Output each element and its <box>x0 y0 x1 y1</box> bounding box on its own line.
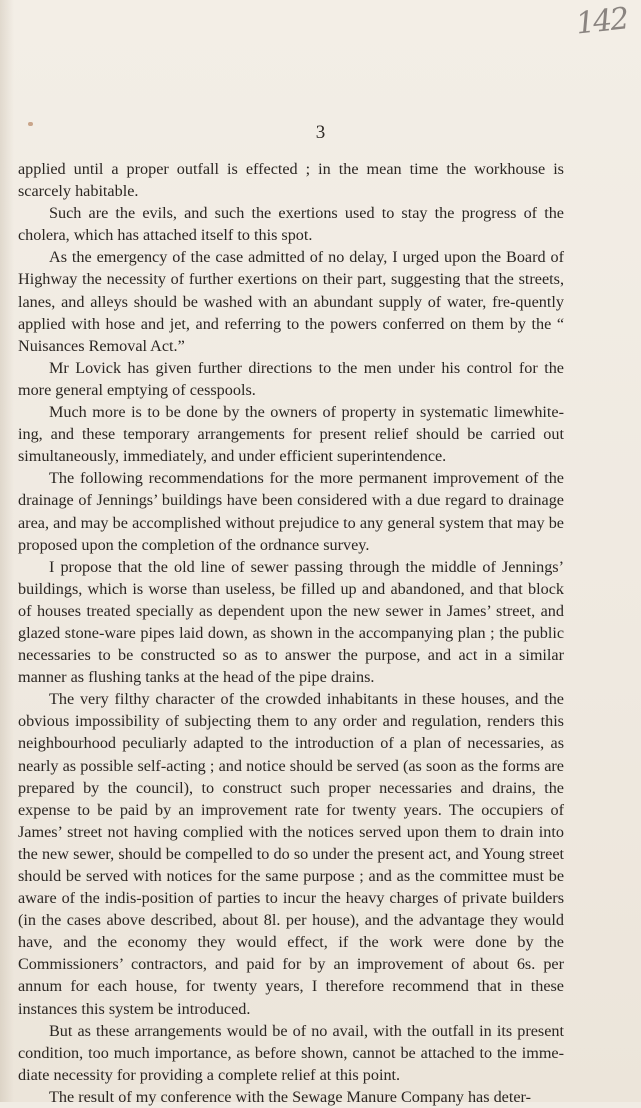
paragraph: Much more is to be done by the owners of property in systematic limewhite-ing, and these temporary arrangements for present relief should be carried out simultaneously, immediately, and under efficient superintendence. <box>18 403 564 466</box>
body-text <box>18 158 564 1108</box>
paragraph: applied until a proper outfall is effected ; in the mean time the workhouse is scarcely habitable. <box>18 160 564 201</box>
paragraph: The following recommendations for the more permanent improvement of the drainage of Jennings’ buildings have been considered with a due regard to drainage area, and may be accomplished without prejudice to any general system that may be proposed upon the completion of the ordnance survey. <box>18 469 564 554</box>
paragraph: Mr Lovick has given further directions to the men under his control for the more general emptying of cesspools. <box>18 358 564 399</box>
paragraph: Such are the evils, and such the exertions used to stay the progress of the cholera, which has attached itself to this spot. <box>18 204 564 245</box>
paragraph: I propose that the old line of sewer passing through the middle of Jennings’ buildings, which is worse than useless, be filled up and abandoned, and that block of houses treated specially as dependent upon the new sewer in James’ street, and glazed stone-ware pipes laid down, as shown in the accompanying plan ; the public necessaries to be constructed so as to answer the purpose, and act in a similar manner as flushing tanks at the head of the pipe drains. <box>18 557 564 687</box>
paragraph: The very filthy character of the crowded inhabitants in these houses, and the obvious impossibility of subjecting them to any order and regulation, renders this neighbourhood peculiarly adapted to the introduction of a plan of necessaries, as nearly as possible self-acting ; and notice should be served (as soon as the forms are prepared by the council), to construct such proper necessaries and drains, the expense to be paid by an improvement rate for twenty years. The occupiers of James’ street not having complied with the notices served upon them to drain into the new sewer, should be compelled to do so under the present act, and Young street should be served with notices for the same purpose ; and as the committee must be aware of the indis-position of parties to incur the heavy charges of private builders (in the cases above described, about 8l. per house), and the advantage they would have, and the economy they would effect, if the work were done by the Commissioners’ contractors, and paid for by an improvement of about 6s. per annum for each house, for twenty years, I therefore recommend that in these instances this system be introduced. <box>18 690 564 1018</box>
paragraph: But as these arrangements would be of no avail, with the outfall in its present condition, too much importance, as before shown, cannot be attached to the imme-diate necessity for providing a complete relief at this point. <box>18 1021 564 1084</box>
page-number: 3 <box>315 122 326 143</box>
paragraph: As the emergency of the case admitted of no delay, I urged upon the Board of Highway the necessity of further exertions on their part, suggesting that the streets, lanes, and alleys should be washed with an abundant supply of water, fre-quently applied with hose and jet, and referring to the powers conferred on them by the “ Nuisances Removal Act.” <box>18 248 564 355</box>
paragraph: The result of my conference with the Sewage Manure Company has deter- <box>49 1087 531 1106</box>
handwritten-annotation: 142 <box>574 1 629 42</box>
